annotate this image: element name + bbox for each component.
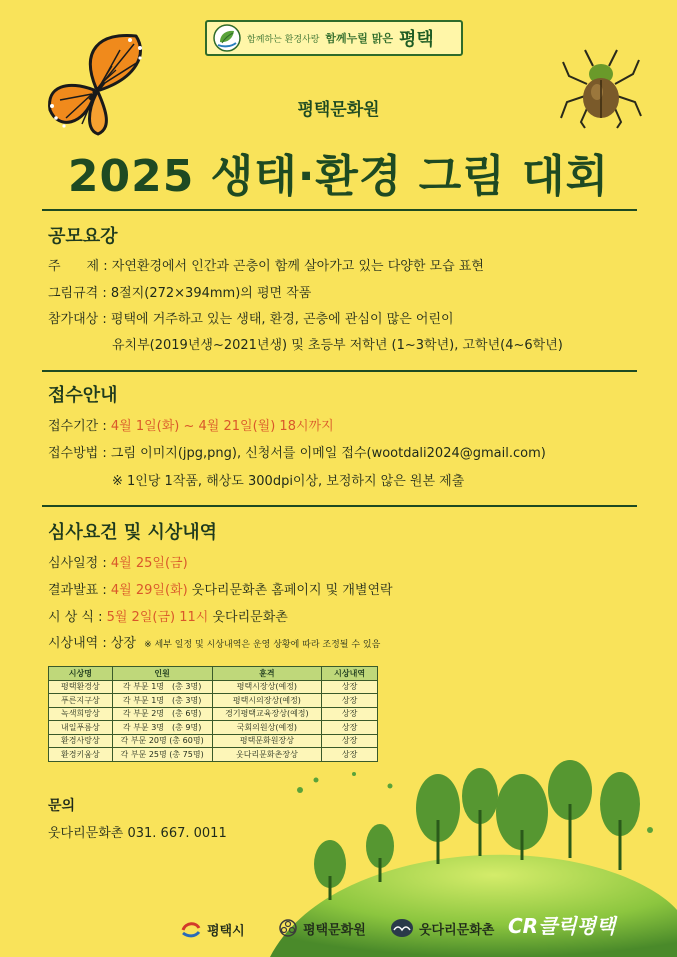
result-detail: 웃다리문화촌 홈페이지 및 개별연락 [187, 583, 393, 598]
recruit-target-2: 유치부(2019년생~2021년생) 및 초등부 저학년 (1~3학년), 고학년(4~6학년) [112, 338, 563, 353]
section-title-judge: 심사요건 및 시상내역 [48, 522, 218, 543]
table-cell: 경기평택교육장상(예정) [212, 707, 322, 721]
table-cell: 웃다리문화촌장상 [212, 748, 322, 762]
table-cell: 각 부문 1명 (총 3명) [112, 680, 212, 694]
size-value: 8절지(272×394mm)의 평면 작품 [110, 286, 312, 301]
watermark-brand: CR클릭평택 [508, 914, 616, 938]
logo-culture-text: 평택문화원 [303, 922, 366, 938]
recruit-target [48, 308, 454, 327]
table-row [49, 694, 378, 708]
logo-city-text: 평택시 [207, 923, 245, 939]
submit-method [48, 442, 546, 461]
award-place: 웃다리문화촌 [208, 610, 288, 625]
table-row [49, 734, 378, 748]
page-title: 2025 생태·환경 그림 대회 [67, 151, 610, 202]
organizer-name: 평택문화원 [297, 100, 380, 120]
table-cell: 상장 [322, 680, 378, 694]
table-row [49, 707, 378, 721]
contact-title: 문의 [48, 798, 76, 814]
slogan-logo [205, 20, 463, 56]
theme-label: 주 제 : [48, 259, 112, 274]
target-value-1: 평택에 거주하고 있는 생태, 환경, 곤충에 관심이 많은 어린이 [110, 312, 454, 327]
result-date: 4월 29일(화) [110, 583, 188, 598]
divider [42, 209, 637, 211]
table-cell: 각 부문 2명 (총 6명) [112, 707, 212, 721]
table-header-cell: 인원 [112, 667, 212, 681]
table-cell: 상장 [322, 721, 378, 735]
table-cell: 내일푸름상 [49, 721, 113, 735]
table-header-row [49, 667, 378, 681]
table-cell: 각 부문 20명 (총 60명) [112, 734, 212, 748]
table-cell: 각 부문 1명 (총 3명) [112, 694, 212, 708]
prize-table [48, 666, 378, 762]
table-cell: 녹색희망상 [49, 707, 113, 721]
table-cell: 평택시장상(예정) [212, 680, 322, 694]
table-cell: 평택시의장상(예정) [212, 694, 322, 708]
table-cell: 상장 [322, 748, 378, 762]
divider [42, 505, 637, 507]
method-label: 접수방법 : [48, 446, 111, 461]
divider [42, 370, 637, 372]
recruit-theme [48, 255, 484, 274]
section-title-recruit: 공모요강 [48, 226, 118, 247]
theme-value: 자연환경에서 인간과 곤충이 함께 살아가고 있는 다양한 모습 표현 [111, 259, 484, 274]
table-row [49, 680, 378, 694]
award-label: 시 상 식 : [48, 610, 107, 625]
table-cell: 상장 [322, 734, 378, 748]
table-header-cell: 시상명 [49, 667, 113, 681]
logo-pyeongtaek-city [180, 918, 245, 940]
logo-village-text: 웃다리문화촌 [419, 922, 495, 938]
result-announce [48, 579, 393, 598]
table-header-cell: 훈격 [212, 667, 322, 681]
period-label: 접수기간 : [48, 419, 111, 434]
prize-summary [48, 632, 380, 651]
target-label: 참가대상 : [48, 312, 111, 327]
table-header-cell: 시상내역 [322, 667, 378, 681]
table-cell: 환경키움상 [49, 748, 113, 762]
table-cell: 푸른지구상 [49, 694, 113, 708]
monarch-butterfly-icon [40, 30, 152, 140]
judge-label: 심사일정 : [48, 556, 111, 571]
table-cell: 평택환경상 [49, 680, 113, 694]
section-title-submit: 접수안내 [48, 385, 118, 406]
contact-phone: 웃다리문화촌 031. 667. 0011 [48, 826, 227, 841]
table-cell: 상장 [322, 694, 378, 708]
size-label: 그림규격 : [48, 286, 111, 301]
leaf-emblem-icon [213, 24, 241, 52]
judge-value: 4월 25일(금) [110, 556, 188, 571]
prize-value: 상장 [110, 636, 137, 651]
table-cell: 환경사랑상 [49, 734, 113, 748]
submit-note: ※ 1인당 1작품, 해상도 300dpi이상, 보정하지 않은 원본 제출 [112, 474, 465, 489]
table-cell: 각 부문 25명 (총 75명) [112, 748, 212, 762]
slogan-mid-text: 함께누릴 맑은 [325, 32, 394, 45]
recruit-size [48, 282, 311, 301]
village-emblem-icon [390, 918, 414, 938]
city-emblem-icon [180, 918, 202, 940]
method-value: 그림 이미지(jpg,png), 신청서를 이메일 접수(wootdali2024@gmail.com) [110, 446, 546, 461]
table-cell: 각 부문 3명 (총 9명) [112, 721, 212, 735]
prize-label: 시상내역 : [48, 636, 111, 651]
table-cell: 평택문화원장상 [212, 734, 322, 748]
award-date: 5월 2일(금) 11시 [106, 610, 209, 625]
judge-date [48, 552, 188, 571]
result-label: 결과발표 : [48, 583, 111, 598]
award-ceremony [48, 606, 288, 625]
logo-culture-center [278, 918, 366, 938]
table-row [49, 721, 378, 735]
period-value: 4월 1일(화) ~ 4월 21일(월) 18시까지 [110, 419, 334, 434]
logo-village [390, 918, 494, 938]
table-row [49, 748, 378, 762]
slogan-small-text: 함께하는 환경사랑 [247, 34, 320, 45]
table-cell: 상장 [322, 707, 378, 721]
culture-emblem-icon [278, 918, 298, 938]
table-cell: 국회의원상(예정) [212, 721, 322, 735]
submit-period [48, 415, 334, 434]
prize-note: ※ 세부 일정 및 시상내역은 운영 상황에 따라 조정될 수 있음 [144, 640, 381, 650]
slogan-city-text: 평택 [399, 29, 434, 50]
